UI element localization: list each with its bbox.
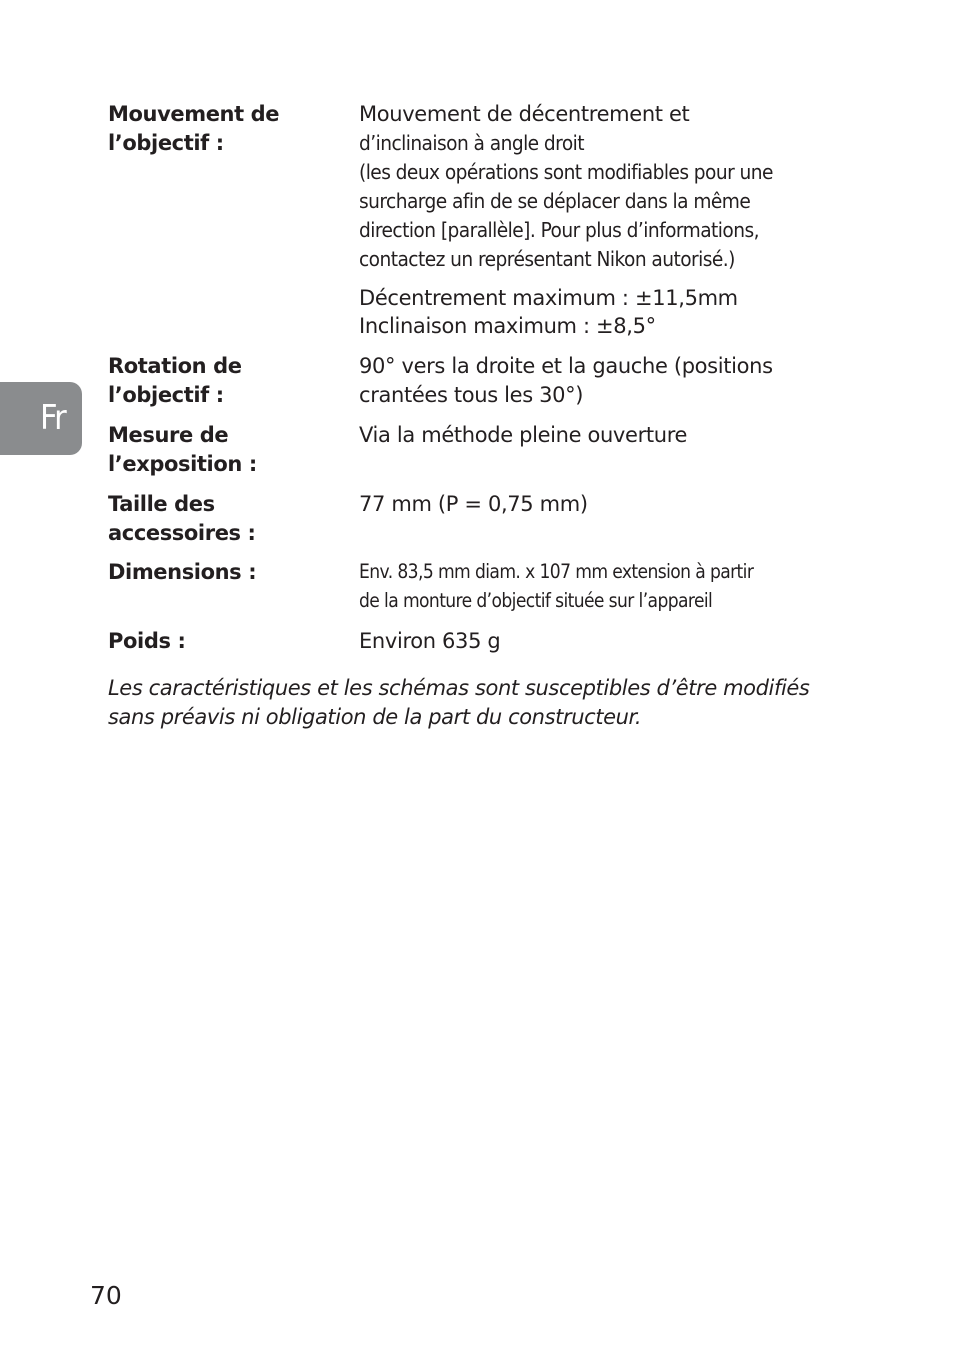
spec-value-lens-movement: Mouvement de décentrement et d’inclinaison à angle droit (les deux opérations sont modifiables pour une surcharge afin de se déplacer dans la même direction [parallèle]. Pour plus d’informations, contactez un représentant Nikon autorisé.) Décentrement maximum : ±11,5mm Inclinaison maximum : ±8,5° — [359, 102, 773, 338]
spec-value-lens-rotation: 90° vers la droite et la gauche (positions crantées tous les 30°) — [359, 354, 773, 407]
language-tab: Fr — [0, 382, 82, 455]
spec-label-exposure-metering: Mesure de l’exposition : — [108, 423, 257, 476]
spec-value-accessory-size: 77 mm (P = 0,75 mm) — [359, 492, 588, 516]
spec-label-dimensions: Dimensions : — [108, 560, 257, 584]
spec-value-exposure-metering: Via la méthode pleine ouverture — [359, 423, 688, 447]
spec-label-accessory-size: Taille des accessoires : — [108, 492, 256, 545]
disclaimer-note: Les caractéristiques et les schémas sont susceptibles d’être modifiés sans préavis ni obligation de la part du constructeur. — [108, 676, 810, 729]
spec-label-weight: Poids : — [108, 629, 186, 653]
spec-label-lens-movement: Mouvement de l’objectif : — [108, 102, 280, 155]
page-number: 70 — [90, 1281, 122, 1310]
spec-value-dimensions: Env. 83,5 mm diam. x 107 mm extension à partir de la monture d’objectif située sur l’appareil — [359, 560, 754, 612]
spec-value-weight: Environ 635 g — [359, 629, 501, 653]
spec-label-lens-rotation: Rotation de l’objectif : — [108, 354, 242, 407]
